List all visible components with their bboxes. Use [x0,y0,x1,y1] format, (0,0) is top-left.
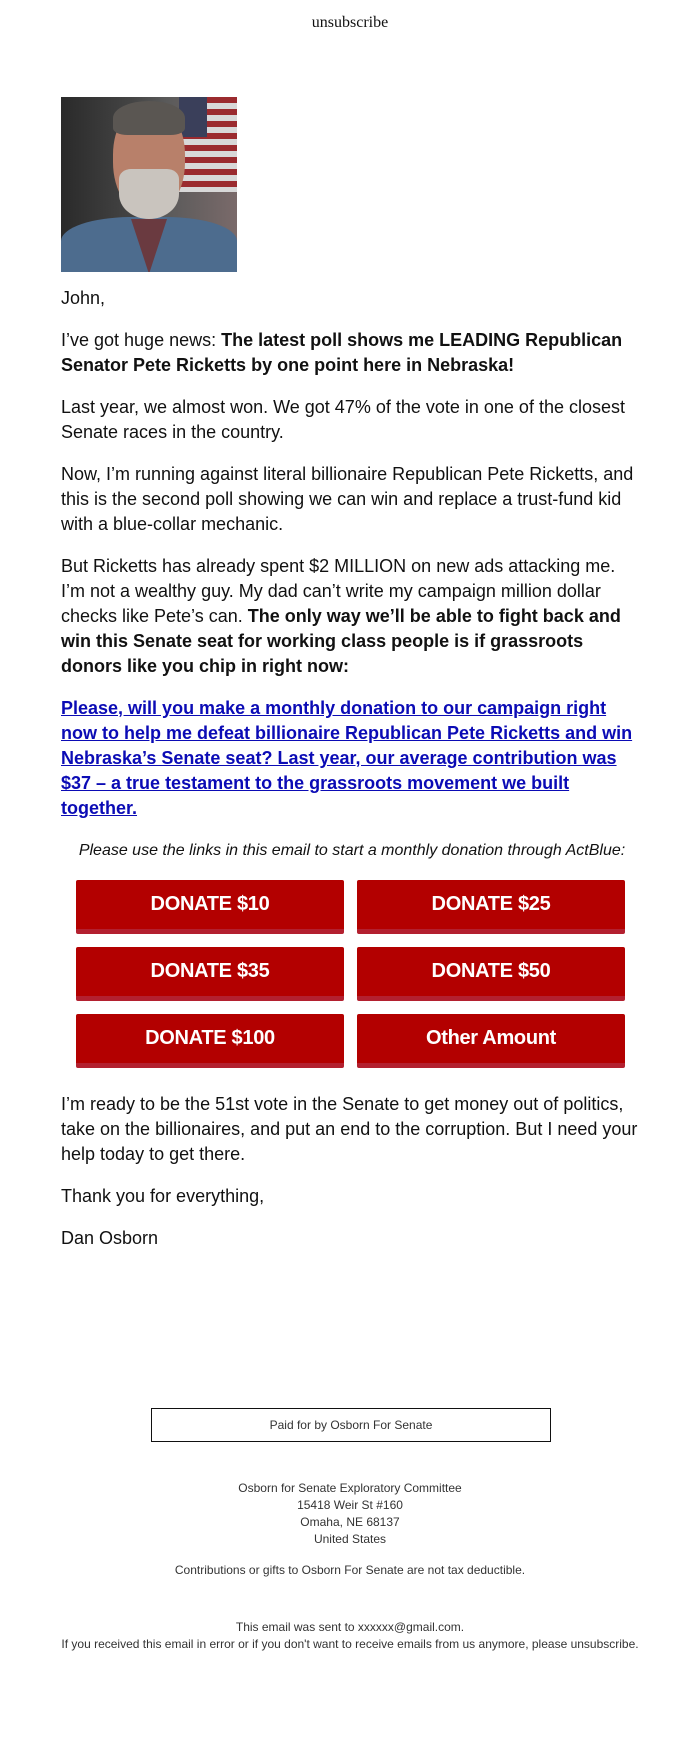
greeting: John, [61,288,106,308]
closing: Thank you for everything, [61,1186,265,1206]
paragraph-text: I’ve got huge news: [61,330,222,350]
sent-info [0,1619,700,1653]
candidate-photo [61,97,237,272]
tax-note: Contributions or gifts to Osborn For Senate are not tax deductible. [174,1563,526,1577]
paragraph-poll [61,328,643,378]
other-amount-button[interactable]: Other Amount [357,1014,625,1068]
donate-25-button[interactable]: DONATE $25 [357,880,625,934]
unsubscribe-note[interactable]: If you received this email in error or if you don't want to receive emails from us anymore, please unsubscribe. [61,1637,639,1651]
signature: Dan Osborn [61,1228,159,1248]
paragraph-51st-vote: I’m ready to be the 51st vote in the Senate to get money out of politics, take on the billionaires, and put an end to the corruption. But I need your help today to get there. [61,1094,638,1164]
sent-to: This email was sent to xxxxxx@gmail.com. [235,1620,465,1634]
address-line: United States [313,1532,387,1546]
paragraph-bold: The only way we’ll be able to fight back and win this Senate seat for working class people is if grassroots donors like you chip in right now: [61,606,621,676]
unsubscribe-link[interactable]: unsubscribe [311,14,389,31]
address-line: Omaha, NE 68137 [300,1515,400,1529]
photo-hair [113,101,185,135]
paragraph-ads [61,554,643,679]
mailing-address [0,1480,700,1548]
paid-for-box: Paid for by Osborn For Senate [151,1408,551,1442]
paragraph-opponent: Now, I’m running against literal billionaire Republican Pete Ricketts, and this is the second poll showing we can win and replace a trust-fund kid with a blue-collar mechanic. [61,464,634,534]
donation-ask-link[interactable]: Please, will you make a monthly donation to our campaign right now to help me defeat billionaire Republican Pete Ricketts and win Nebraska’s Senate seat? Last year, our average contribution was $37 – a true testament to the grassroots movement we built together. [61,698,633,818]
paragraph-last-year: Last year, we almost won. We got 47% of the vote in one of the closest Senate races in the country. [61,397,625,442]
donate-note: Please use the links in this email to start a monthly donation through ActBlue: [78,842,626,859]
donate-100-button[interactable]: DONATE $100 [76,1014,344,1068]
address-line: 15418 Weir St #160 [297,1498,403,1512]
photo-beard [119,169,179,219]
donate-50-button[interactable]: DONATE $50 [357,947,625,1001]
donate-35-button[interactable]: DONATE $35 [76,947,344,1001]
donate-10-button[interactable]: DONATE $10 [76,880,344,934]
address-line: Osborn for Senate Exploratory Committee [238,1481,462,1495]
paragraph-bold: The latest poll shows me LEADING Republican Senator Pete Ricketts by one point here in Nebraska! [61,330,623,375]
email-body [61,286,643,1268]
paragraph-text: But Ricketts has already spent $2 MILLION on new ads attacking me. I’m not a wealthy guy. My dad can’t write my campaign million dollar checks like Pete’s can. [61,556,616,626]
donate-button-grid [76,880,643,1068]
